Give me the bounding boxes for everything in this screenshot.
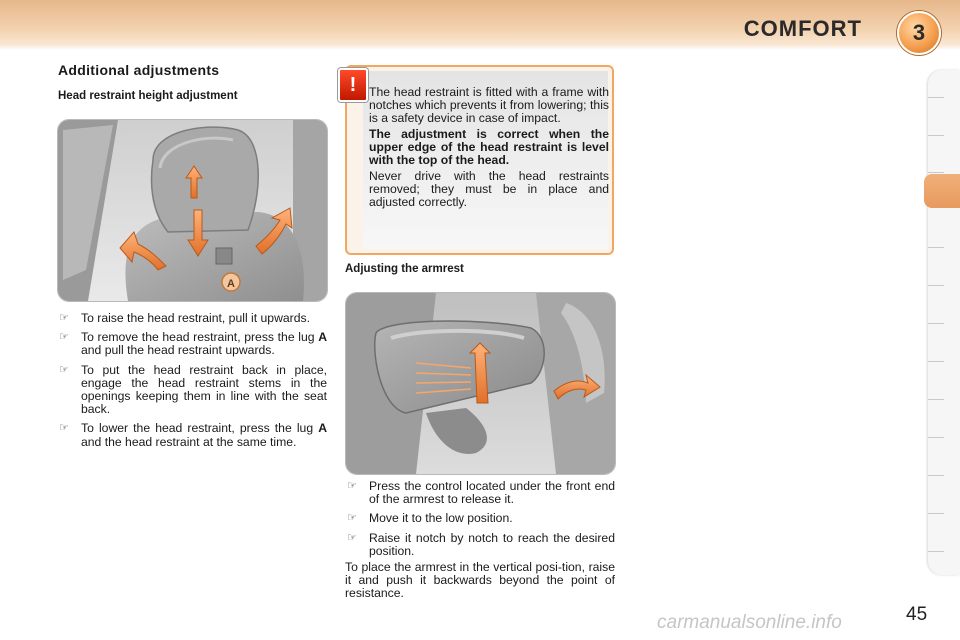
tab-divider xyxy=(928,551,944,552)
chapter-number-badge: 3 xyxy=(897,11,941,55)
page-number: 45 xyxy=(906,604,928,625)
section-heading: Additional adjustments xyxy=(58,62,220,78)
tab-divider xyxy=(928,475,944,476)
list-item xyxy=(347,532,615,558)
tab-divider xyxy=(928,437,944,438)
tab-divider xyxy=(928,172,944,173)
pointing-finger-icon: ☞ xyxy=(59,363,69,376)
armrest-vertical-instructions: To place the armrest in the vertical posi-tion, raise it and push it backwards beyond the point of resistance. xyxy=(345,560,615,601)
tab-divider xyxy=(928,247,944,248)
subsection-heading-armrest: Adjusting the armrest xyxy=(345,263,464,275)
tab-divider xyxy=(928,361,944,362)
list-item xyxy=(347,512,615,525)
list-item xyxy=(59,331,327,357)
figure-label-a: A xyxy=(227,278,235,290)
header-band-edge xyxy=(0,44,960,50)
list-item-text: To put the head restraint back in place, engage the head restraint stems in the openings keeping them in line with the seat back. xyxy=(81,362,327,417)
list-item-text: To lower the head restraint, press the lug xyxy=(81,421,319,436)
armrest-steps xyxy=(347,480,615,564)
pointing-finger-icon: ☞ xyxy=(347,480,357,492)
list-item-text: and pull the head restraint upwards. xyxy=(81,343,275,358)
watermark: carmanualsonline.info xyxy=(657,612,842,633)
warning-paragraph: The head restraint is fitted with a frame with notches which prevents it from lowering; this is a safety device in case of impact. xyxy=(369,85,609,125)
armrest-illustration xyxy=(345,292,616,475)
tab-divider xyxy=(928,285,944,286)
tab-divider xyxy=(928,399,944,400)
tab-divider xyxy=(928,97,944,98)
chapter-tab-active[interactable] xyxy=(924,174,960,208)
head-restraint-illustration xyxy=(57,119,328,302)
list-item xyxy=(59,364,327,417)
warning-paragraph: Never drive with the head restraints removed; they must be in place and adjusted correctly. xyxy=(369,169,609,209)
list-item-text: Move it to the low position. xyxy=(369,511,513,526)
pointing-finger-icon: ☞ xyxy=(347,512,357,525)
list-item-text: To remove the head restraint, press the lug xyxy=(81,330,319,345)
list-item-text: Raise it notch by notch to reach the desired position. xyxy=(369,530,615,558)
head-restraint-steps xyxy=(59,312,327,455)
list-item-text: To raise the head restraint, pull it upwards. xyxy=(81,311,310,325)
warning-text xyxy=(369,86,609,212)
list-item-text: Press the control located under the front end of the armrest to release it. xyxy=(369,479,615,507)
pointing-finger-icon: ☞ xyxy=(347,531,357,544)
pointing-finger-icon: ☞ xyxy=(59,331,69,344)
lug-reference: A xyxy=(318,330,327,345)
warning-emphasis: The adjustment is correct when the upper edge of the head restraint is level with the top of the head. xyxy=(369,127,609,167)
pointing-finger-icon: ☞ xyxy=(59,422,69,435)
pointing-finger-icon: ☞ xyxy=(59,312,69,324)
tab-divider xyxy=(928,135,944,136)
list-item xyxy=(59,422,327,448)
list-item xyxy=(347,480,615,506)
tab-divider xyxy=(928,513,944,514)
subsection-heading-head-restraint: Head restraint height adjustment xyxy=(58,90,238,102)
chapter-title: COMFORT xyxy=(743,16,862,41)
list-item xyxy=(59,312,327,325)
lug-reference: A xyxy=(318,421,327,436)
exclamation-warning-icon: ! xyxy=(338,68,368,102)
list-item-text: and the head restraint at the same time. xyxy=(81,434,297,449)
tab-divider xyxy=(928,323,944,324)
